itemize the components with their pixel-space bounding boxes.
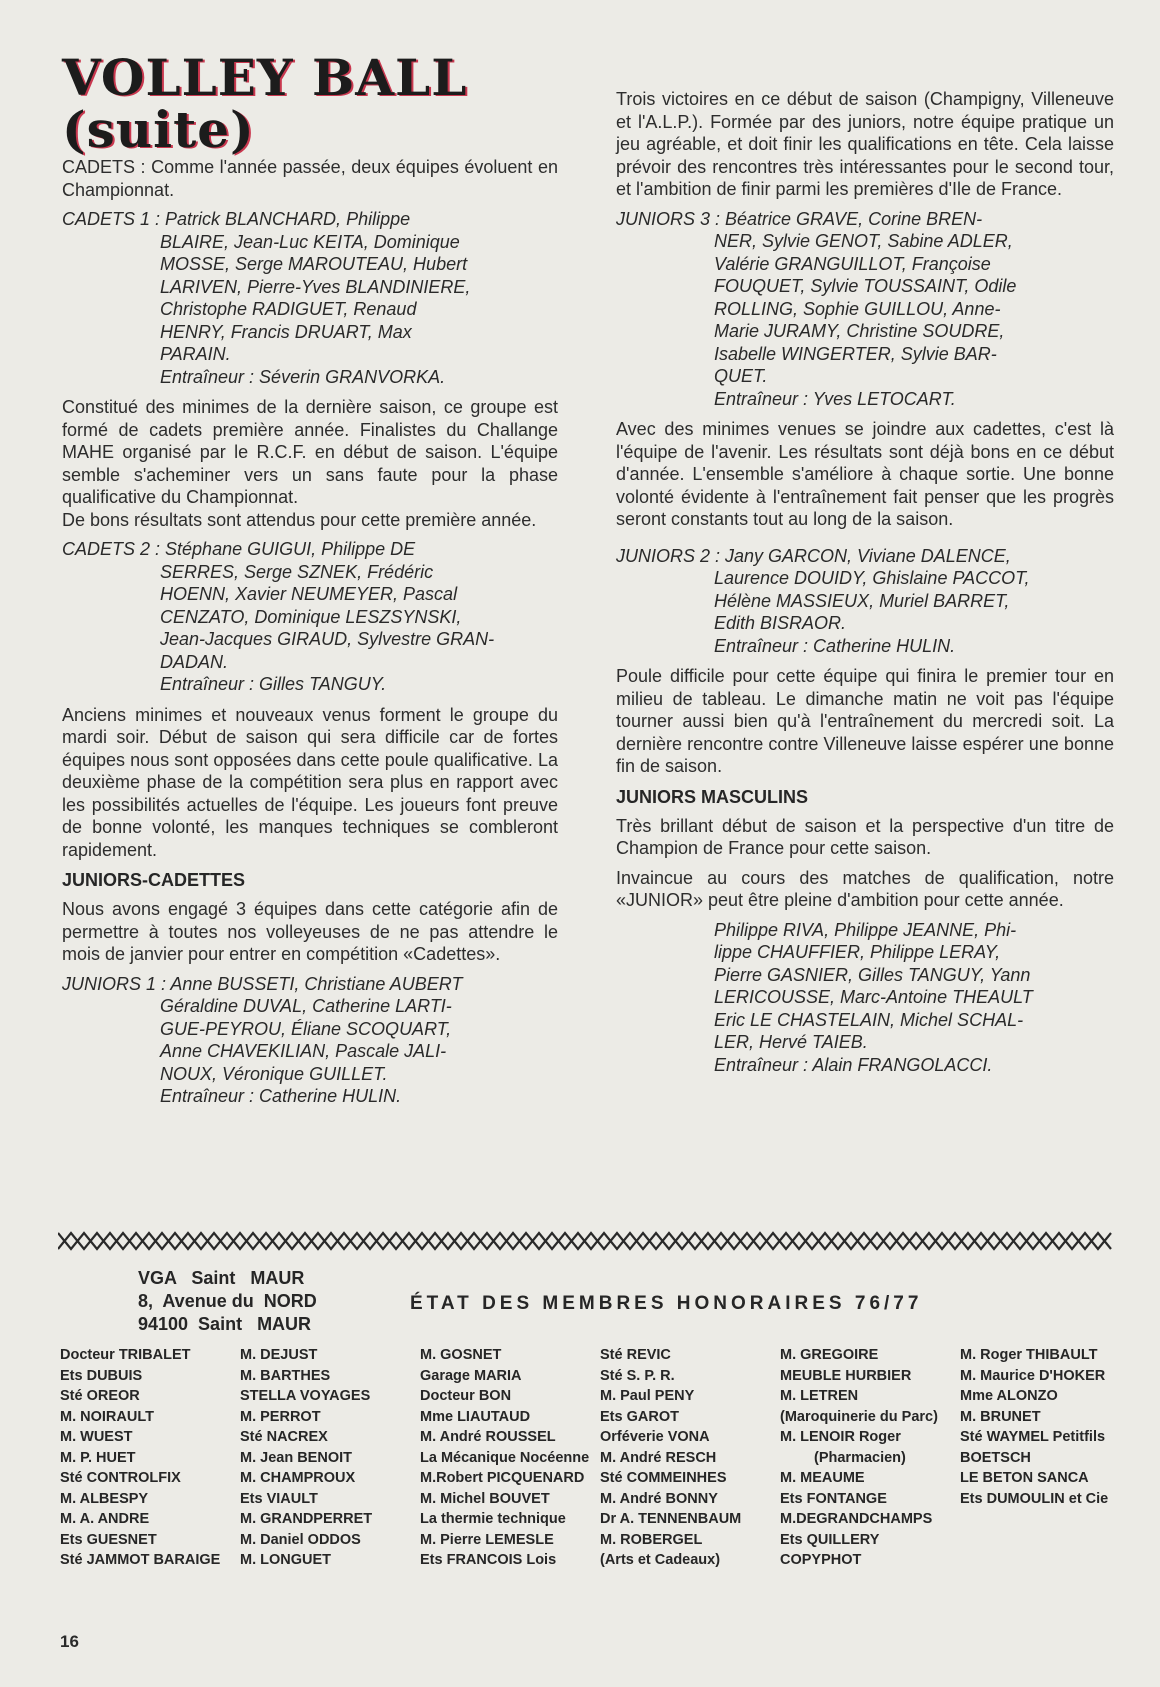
cadets-intro: CADETS : Comme l'année passée, deux équipes évoluent en Championnat. [62,157,558,200]
address-line-1: VGA Saint MAUR [138,1268,305,1288]
member-entry: M. Daniel ODDOS [240,1531,361,1548]
coach-line: Entraîneur : Gilles TANGUY. [160,674,387,694]
roster-line: Philippe RIVA, Philippe JEANNE, Phi- [714,919,1017,940]
coach-line: Entraîneur : Yves LETOCART. [714,388,956,409]
roster-line: JUNIORS 2 : Jany GARCON, Viviane DALENCE, [616,545,1011,566]
cadets2-roster [62,538,558,696]
member-entry: (Maroquinerie du Parc) [780,1408,938,1425]
member-entry: Ets GAROT [600,1408,679,1425]
member-entry: Docteur BON [420,1388,512,1404]
roster-line: ROLLING, Sophie GUILLOU, Anne- [714,298,1001,319]
juniors-masculins-paragraph-1: Très brillant début de saison et la perspective d'un titre de Champion de France pour cette saison. [616,815,1114,858]
roster-line: QUET. [714,366,768,386]
roster-line: MOSSE, Serge MAROUTEAU, Hubert [160,254,468,274]
member-entry: M. LONGUET [240,1552,332,1568]
member-entry: STELLA VOYAGES [240,1388,371,1404]
roster-line: BLAIRE, Jean-Luc KEITA, Dominique [160,231,460,252]
roster-line: HOENN, Xavier NEUMEYER, Pascal [160,584,458,604]
roster-line: CADETS 1 : Patrick BLANCHARD, Philippe [62,209,411,229]
member-entry: Sté S. P. R. [600,1367,675,1384]
roster-line: NER, Sylvie GENOT, Sabine ADLER, [714,231,1013,251]
member-entry: La thermie technique [420,1511,566,1527]
juniors-cadettes-heading: JUNIORS-CADETTES [62,870,246,890]
member-entry: M.DEGRANDCHAMPS [780,1511,933,1527]
member-entry: M. GREGOIRE [780,1347,879,1363]
members-column-2 [240,1345,372,1571]
juniors1-roster [62,973,558,1108]
address-line-2: 8, Avenue du NORD [138,1291,317,1311]
title-line-1: VOLLEY BALL [62,48,468,107]
member-entry: (Arts et Cadeaux) [600,1552,721,1568]
roster-line: Christophe RADIGUET, Renaud [160,299,417,319]
juniors-cadettes-paragraph: Nous avons engagé 3 équipes dans cette catégorie afin de permettre à toutes nos volleyeuses de ne pas attendre le mois de janvier pour entrer en compétition «Cadettes». [62,899,558,964]
roster-line: LERICOUSSE, Marc-Antoine THEAULT [714,987,1033,1007]
member-entry: M.Robert PICQUENARD [420,1470,585,1486]
zigzag-divider [58,1230,1120,1252]
roster-line: Anne CHAVEKILIAN, Pascale JALI- [160,1041,447,1061]
roster-line: Edith BISRAOR. [714,613,847,633]
member-entry: BOETSCH [960,1449,1031,1466]
juniors-masculins-roster [616,919,1114,1077]
member-entry: M. André ROUSSEL [420,1429,556,1445]
member-entry: MEUBLE HURBIER [780,1367,912,1384]
right-column [616,88,1114,1084]
member-entry: M. PERROT [240,1408,321,1425]
member-entry: Sté OREOR [60,1388,140,1404]
cadets2-paragraph: Anciens minimes et nouveaux venus forment le groupe du mardi soir. Début de saison qui sera difficile car de fortes équipes nous sont opposées dans cette poule qualificative. La deuxième phase de la compétition sera plus en rapport avec les possibilités actuelles de l'équipe. Les joueurs font preuve de bonne volonté, les manques techniques se combleront rapidement. [62,704,558,860]
member-entry: Orféverie VONA [600,1429,710,1445]
roster-line: Laurence DOUIDY, Ghislaine PACCOT, [714,568,1030,588]
member-entry: M. Roger THIBAULT [960,1347,1098,1363]
member-entry: Sté COMMEINHES [600,1470,727,1486]
roster-line: lippe CHAUFFIER, Philippe LERAY, [714,942,1001,962]
member-entry: Ets QUILLERY [780,1531,880,1548]
cadets1-paragraph-2: De bons résultats sont attendus pour cette première année. [62,509,537,530]
member-entry: Ets GUESNET [60,1531,157,1548]
roster-line: JUNIORS 1 : Anne BUSSETI, Christiane AUBERT [62,973,463,994]
left-column [62,48,558,1116]
member-entry: M. GOSNET [420,1347,502,1363]
member-entry: Mme ALONZO [960,1388,1058,1404]
member-entry: M. BRUNET [960,1408,1041,1425]
address-line-3: 94100 Saint MAUR [138,1314,312,1334]
juniors3-paragraph: Avec des minimes venues se joindre aux cadettes, c'est là l'équipe de l'avenir. Les résultats sont déjà bons en ce début d'année. L'ensemble s'améliore à chaque sortie. Une bonne volonté évidente à l'entraînement fait penser que les progrès seront constants tout au long de la saison. [616,419,1114,529]
member-entry: M. ALBESPY [60,1490,149,1507]
member-entry: M. André RESCH [600,1449,717,1466]
member-entry: LE BETON SANCA [960,1470,1089,1486]
member-entry: (Pharmacien) [814,1449,906,1466]
member-entry: M. Jean BENOIT [240,1449,352,1466]
coach-line: Entraîneur : Catherine HULIN. [714,635,956,656]
member-entry: M. LENOIR Roger [780,1429,901,1445]
coach-line: Entraîneur : Séverin GRANVORKA. [160,366,446,387]
coach-line: Entraîneur : Catherine HULIN. [160,1086,402,1106]
article-title [62,48,558,159]
members-column-3 [420,1345,589,1571]
member-entry: Garage MARIA [420,1367,522,1384]
roster-line: PARAIN. [160,344,231,364]
roster-line: GUE-PEYROU, Éliane SCOQUART, [160,1018,452,1039]
member-entry: Sté CONTROLFIX [60,1470,181,1486]
roster-line: HENRY, Francis DRUART, Max [160,321,412,342]
juniors2-roster [616,545,1114,658]
member-entry: M. Michel BOUVET [420,1490,550,1507]
member-entry: Sté WAYMEL Petitfils [960,1429,1106,1445]
page-number: 16 [60,1632,79,1651]
roster-line: LER, Hervé TAIEB. [714,1032,868,1052]
member-entry: M. MEAUME [780,1470,865,1486]
member-entry: Sté JAMMOT BARAIGE [60,1552,221,1568]
roster-line: FOUQUET, Sylvie TOUSSAINT, Odile [714,276,1017,296]
coach-line: Entraîneur : Alain FRANGOLACCI. [714,1054,993,1075]
member-entry: Sté NACREX [240,1429,328,1445]
roster-line: LARIVEN, Pierre-Yves BLANDINIERE, [160,276,471,297]
juniors3-roster [616,208,1114,411]
member-entry: La Mécanique Nocéenne [420,1449,590,1466]
roster-line: CENZATO, Dominique LESZSYNSKI, [160,606,462,627]
juniors1-paragraph: Trois victoires en ce début de saison (Champigny, Villeneuve et l'A.L.P.). Formée par des juniors, notre équipe pratique un jeu agréable, et doit finir les qualifications en tête. Cela laisse prévoir des rencontres très intéressantes pour le second tour, et l'ambition de finir parmi les premières d'Ile de France. [616,89,1114,199]
members-column-5 [780,1345,938,1571]
member-entry: Ets FRANCOIS Lois [420,1552,557,1568]
member-entry: Docteur TRIBALET [60,1347,191,1363]
member-entry: M. Maurice D'HOKER [960,1367,1106,1384]
roster-line: Jean-Jacques GIRAUD, Sylvestre GRAN- [160,629,495,649]
roster-line: DADAN. [160,651,229,672]
member-entry: M. GRANDPERRET [240,1511,373,1527]
juniors-masculins-paragraph-2: Invaincue au cours des matches de qualification, notre «JUNIOR» peut être pleine d'ambition pour cette année. [616,867,1114,910]
member-entry: M. ROBERGEL [600,1531,703,1548]
member-entry: M. BARTHES [240,1367,331,1384]
member-entry: M. DEJUST [240,1347,318,1363]
member-entry: M. Paul PENY [600,1388,695,1404]
member-entry: COPYPHOT [780,1552,862,1568]
roster-line: Marie JURAMY, Christine SOUDRE, [714,321,1005,341]
members-column-1 [60,1345,220,1571]
roster-line: NOUX, Véronique GUILLET. [160,1063,388,1084]
member-entry: Ets FONTANGE [780,1490,887,1507]
roster-line: Pierre GASNIER, Gilles TANGUY, Yann [714,964,1031,985]
roster-line: CADETS 2 : Stéphane GUIGUI, Philippe DE [62,539,416,559]
member-entry: M. LETREN [780,1388,859,1404]
member-entry: M. André BONNY [600,1490,718,1507]
juniors-masculins-heading: JUNIORS MASCULINS [616,786,809,807]
title-line-2: (suite) [62,100,255,159]
roster-line: Hélène MASSIEUX, Muriel BARRET, [714,590,1010,611]
roster-line: Isabelle WINGERTER, Sylvie BAR- [714,343,997,364]
club-address [138,1267,317,1336]
member-entry: M. P. HUET [60,1449,136,1466]
cadets1-paragraph: Constitué des minimes de la dernière saison, ce groupe est formé de cadets première année. Finalistes du Challange MAHE organisé par le R.C.F. en début de saison. L'équipe semble s'acheminer vers un sans faute pour la phase qualificative du Championnat. [62,397,558,507]
cadets1-roster [62,208,558,388]
member-entry: Ets DUMOULIN et Cie [960,1490,1109,1507]
roster-line: JUNIORS 3 : Béatrice GRAVE, Corine BREN- [616,208,983,229]
member-entry: M. Pierre LEMESLE [420,1531,554,1548]
member-entry: M. NOIRAULT [60,1408,154,1425]
members-column-6 [960,1345,1108,1509]
member-entry: Mme LIAUTAUD [420,1408,531,1425]
member-entry: M. WUEST [60,1429,133,1445]
roster-line: SERRES, Serge SZNEK, Frédéric [160,561,434,582]
member-entry: Ets VIAULT [240,1490,318,1507]
member-entry: M. A. ANDRE [60,1511,150,1527]
members-title: ÉTAT DES MEMBRES HONORAIRES 76/77 [410,1293,923,1314]
member-entry: M. CHAMPROUX [240,1470,356,1486]
roster-line: Valérie GRANGUILLOT, Françoise [714,253,991,274]
juniors2-paragraph: Poule difficile pour cette équipe qui finira le premier tour en milieu de tableau. Le dimanche matin ne voit pas l'équipe tourner aussi bien qu'à l'entraînement du mercredi soit. La dernière rencontre contre Villeneuve laisse espérer une bonne fin de saison. [616,666,1114,776]
member-entry: Dr A. TENNENBAUM [600,1511,742,1527]
roster-line: Géraldine DUVAL, Catherine LARTI- [160,996,452,1016]
member-entry: Sté REVIC [600,1347,671,1363]
members-column-4 [600,1345,741,1571]
roster-line: Eric LE CHASTELAIN, Michel SCHAL- [714,1009,1024,1030]
member-entry: Ets DUBUIS [60,1367,143,1384]
